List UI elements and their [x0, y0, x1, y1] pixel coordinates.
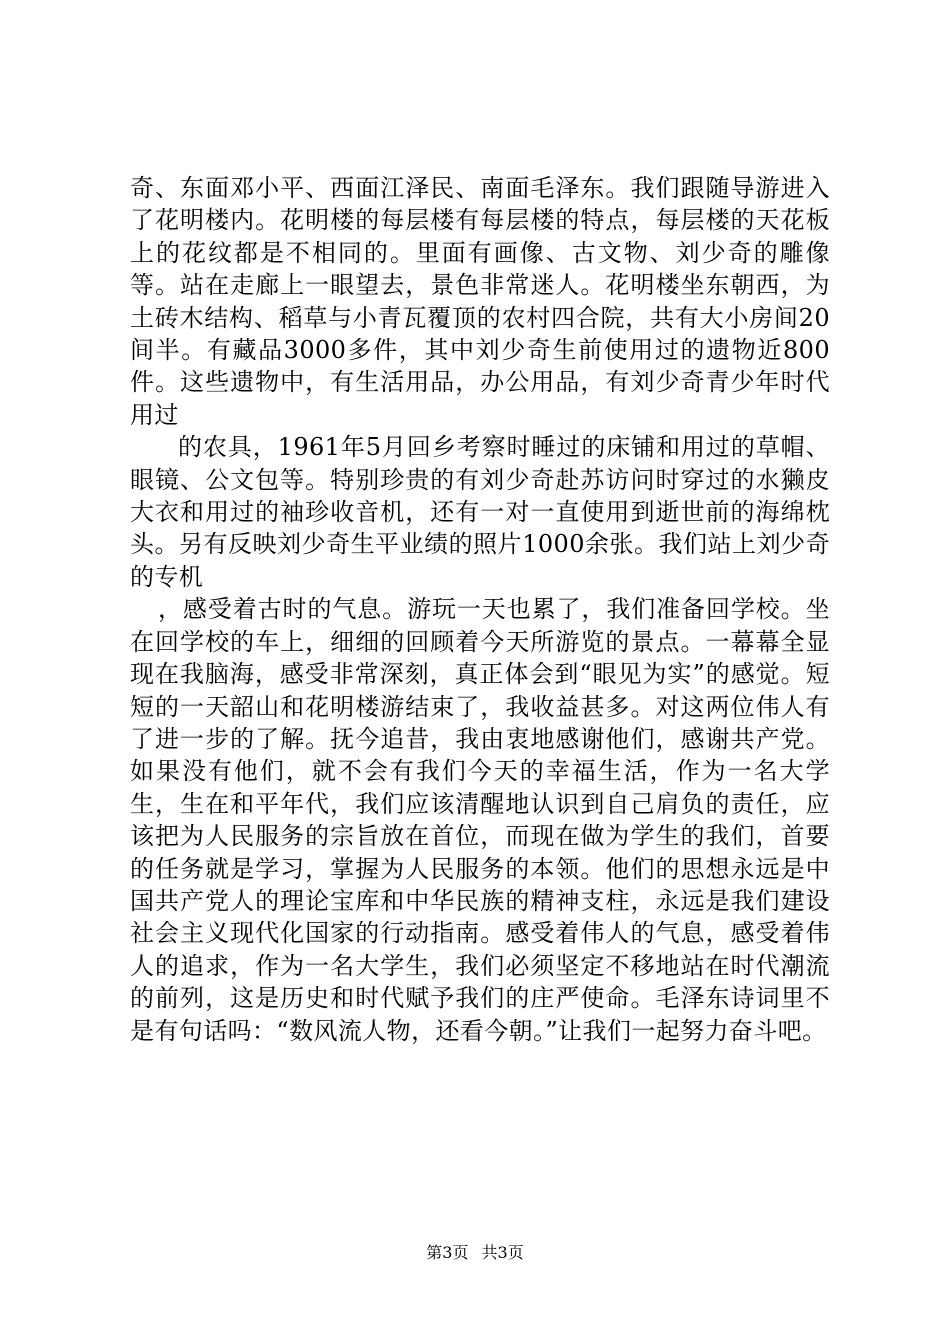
page-footer [0, 1243, 950, 1263]
paragraph-3: ，感受着古时的气息。游玩一天也累了，我们准备回学校。坐在回学校的车上，细细的回顾着今天所游览的景点。一幕幕全显现在我脑海，感受非常深刻，真正体会到“眼见为实”的感觉。短短的一天韶山和花明楼游结束了，我收益甚多。对这两位伟人有了进一步的了解。抚今追昔，我由衷地感谢他们，感谢共产党。如果没有他们，就不会有我们今天的幸福生活，作为一名大学生，生在和平年代，我们应该清醒地认识到自己肩负的责任，应该把为人民服务的宗旨放在首位，而现在做为学生的我们，首要的任务就是学习，掌握为人民服务的本领。他们的思想永远是中国共产党人的理论宝库和中华民族的精神支柱，永远是我们建设社会主义现代化国家的行动指南。感受着伟人的气息，感受着伟人的追求，作为一名大学生，我们必须坚定不移地站在时代潮流的前列，这是历史和时代赋予我们的庄严使命。毛泽东诗词里不是有句话吗：“数风流人物，还看今朝。”让我们一起努力奋斗吧。 [130, 595, 830, 1045]
paragraph-2: 的农具，1961年5月回乡考察时睡过的床铺和用过的草帽、眼镜、公文包等。特别珍贵的有刘少奇赴苏访问时穿过的水獭皮大衣和用过的袖珍收音机，还有一对一直使用到逝世前的海绵枕头。另有反映刘少奇生平业绩的照片1000余张。我们站上刘少奇的专机 [130, 433, 830, 591]
page-number: 第3页 [426, 1243, 469, 1262]
paragraph-1: 奇、东面邓小平、西面江泽民、南面毛泽东。我们跟随导游进入了花明楼内。花明楼的每层楼有每层楼的特点，每层楼的天花板上的花纹都是不相同的。里面有画像、古文物、刘少奇的雕像等。站在走廊上一眼望去，景色非常迷人。花明楼坐东朝西，为土砖木结构、稻草与小青瓦覆顶的农村四合院，共有大小房间20间半。有藏品3000多件，其中刘少奇生前使用过的遗物近800件。这些遗物中，有生活用品，办公用品，有刘少奇青少年时代用过 [130, 174, 830, 429]
document-body [130, 172, 830, 1047]
page-total: 共3页 [481, 1243, 524, 1262]
